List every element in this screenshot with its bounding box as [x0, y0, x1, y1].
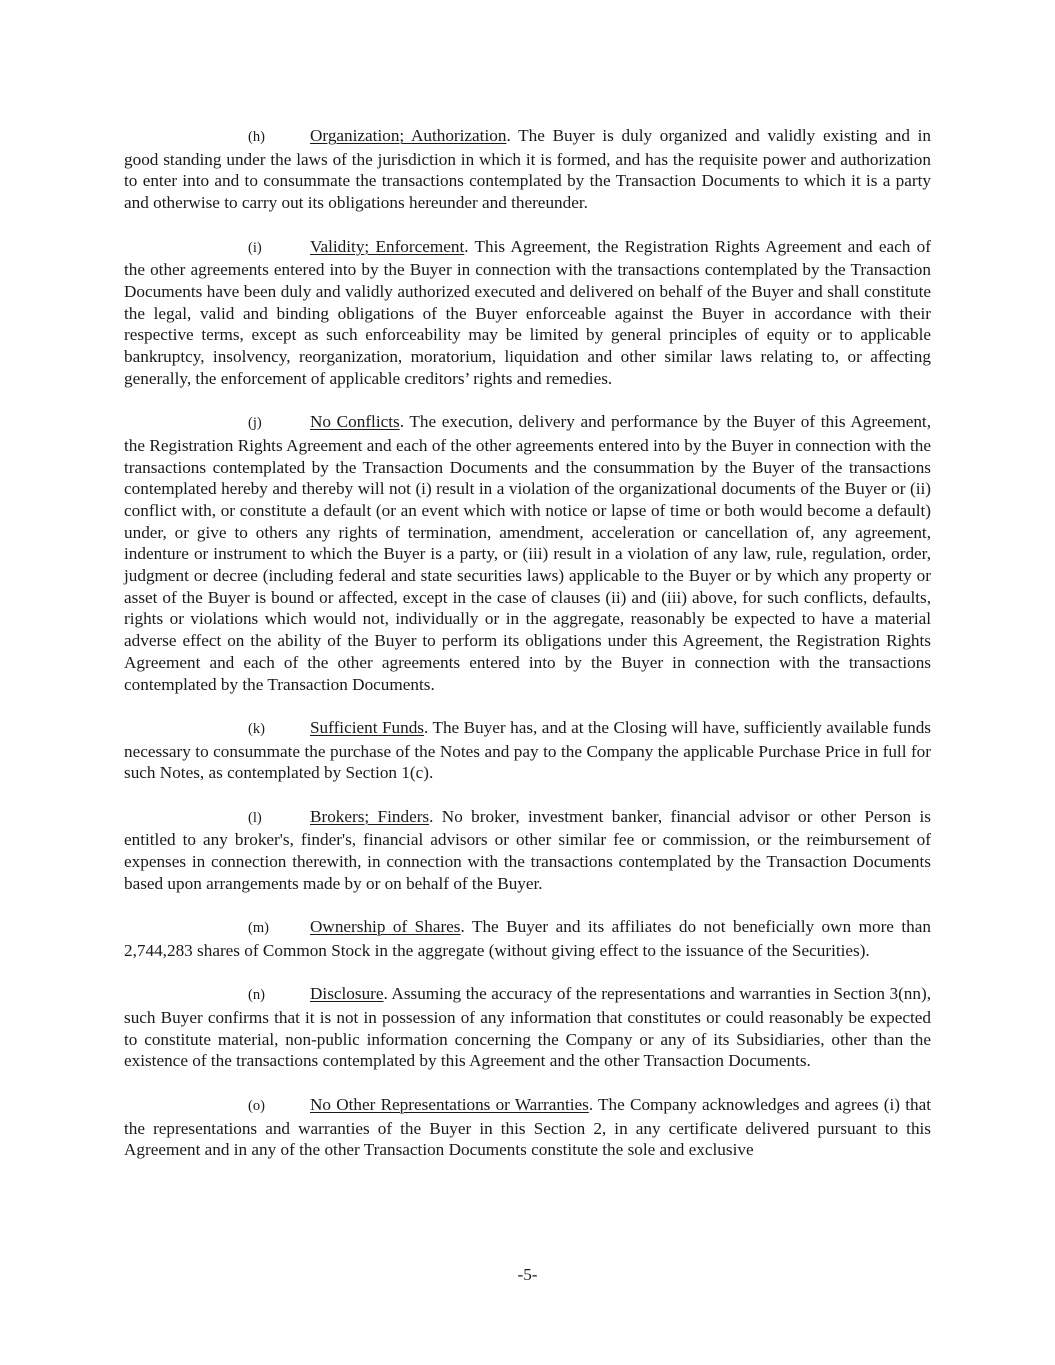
section-text: . Assuming the accuracy of the representations and warranties in Section 3(nn), such Buyer confirms that it is not in possession of any information that constitutes or could reasonably be expected to constitute material, non-public information concerning the Company or any of its Subsidiaries, other than the existence of the transactions contemplated by this Agreement and the other Transaction Documents.	[124, 984, 931, 1071]
section-text: . The Company acknowledges and agrees (i) that the representations and warranties of the Buyer in this Section 2, in any certificate delivered pursuant to this Agreement and in any of the other Transaction Documents constitute the sole and exclusive	[124, 1094, 932, 1160]
section-heading: Ownership of Shares	[310, 917, 461, 937]
section-o	[124, 1094, 931, 1161]
section-m	[124, 916, 931, 961]
section-j	[124, 411, 931, 695]
page-number: -5-	[517, 1265, 538, 1284]
section-text: . The Buyer and its affiliates do not beneficially own more than 2,744,283 shares of Common Stock in the aggregate (without giving effect to the issuance of the Securities).	[124, 917, 931, 960]
section-label: (m)	[248, 920, 269, 937]
section-n	[124, 983, 931, 1072]
section-l	[124, 806, 931, 895]
section-heading: Brokers; Finders	[310, 806, 430, 826]
section-heading: Organization; Authorization	[310, 126, 507, 145]
section-text: . The execution, delivery and performance by the Buyer of this Agreement, the Registration Rights Agreement and each of the other agreements entered into by the Buyer in connection with the transactions contemplated by the Transaction Documents and the consummation by the Buyer of the transactions contemplated hereby and thereby will not (i) result in a violation of the organizational documents of the Buyer or (ii) conflict with, or constitute a default (or an event which with notice or lapse of time or both would become a default) under, or give to others any rights of termination, amendment, acceleration or cancellation of, any agreement, indenture or instrument to which the Buyer is a party, or (iii) result in a violation of any law, rule, regulation, order, judgment or decree (including federal and state securities laws) applicable to the Buyer or by which any property or asset of the Buyer is bound or affected, except in the case of clauses (ii) and (iii) above, for such conflicts, defaults, rights or violations which would not, individually or in the aggregate, reasonably be expected to have a material adverse effect on the ability of the Buyer to perform its obligations under this Agreement, the Registration Rights Agreement and each of the other agreements entered into by the Buyer in connection with the transactions contemplated by the Transaction Documents.	[124, 412, 931, 694]
section-text: . The Buyer has, and at the Closing will have, sufficiently available funds necessary to consummate the purchase of the Notes and pay to the Company the applicable Purchase Price in full for such Notes, as contemplated by Section 1(c).	[124, 717, 931, 783]
section-heading: No Conflicts	[310, 412, 400, 432]
section-label: (o)	[248, 1097, 265, 1114]
section-label: (j)	[248, 415, 262, 432]
section-label: (n)	[248, 987, 265, 1004]
section-h	[124, 125, 931, 214]
section-text: . No broker, investment banker, financial advisor or other Person is entitled to any broker's, finder's, financial advisors or other similar fee or commission, or the reimbursement of expenses in connection therewith, in connection with the transactions contemplated by the Transaction Documents based upon arrangements made by or on behalf of the Buyer.	[124, 806, 931, 893]
section-heading: Sufficient Funds	[310, 717, 424, 737]
document-body	[124, 125, 931, 1161]
section-i	[124, 236, 931, 390]
section-label: (k)	[248, 720, 265, 737]
section-heading: Validity; Enforcement	[310, 236, 465, 256]
section-text: . The Buyer is duly organized and validly existing and in good standing under the laws of the jurisdiction in which it is formed, and has the requisite power and authorization to enter into and to consummate the transactions contemplated by the Transaction Documents to which it is a party and otherwise to carry out its obligations hereunder and thereunder.	[124, 126, 932, 213]
section-label: (l)	[248, 809, 262, 826]
section-heading: Disclosure	[310, 984, 384, 1004]
section-heading: No Other Representations or Warranties	[310, 1094, 589, 1114]
section-label: (h)	[248, 129, 265, 145]
section-label: (i)	[248, 239, 262, 256]
section-k	[124, 717, 931, 784]
section-text: . This Agreement, the Registration Rights Agreement and each of the other agreements entered into by the Buyer in connection with the transactions contemplated by the Transaction Documents have been duly and validly authorized executed and delivered on behalf of the Buyer and shall constitute the legal, valid and binding obligations of the Buyer enforceable against the Buyer in accordance with their respective terms, except as such enforceability may be limited by general principles of equity or to applicable bankruptcy, insolvency, reorganization, moratorium, liquidation and other similar laws relating to, or affecting generally, the enforcement of applicable creditors’ rights and remedies.	[124, 236, 931, 388]
